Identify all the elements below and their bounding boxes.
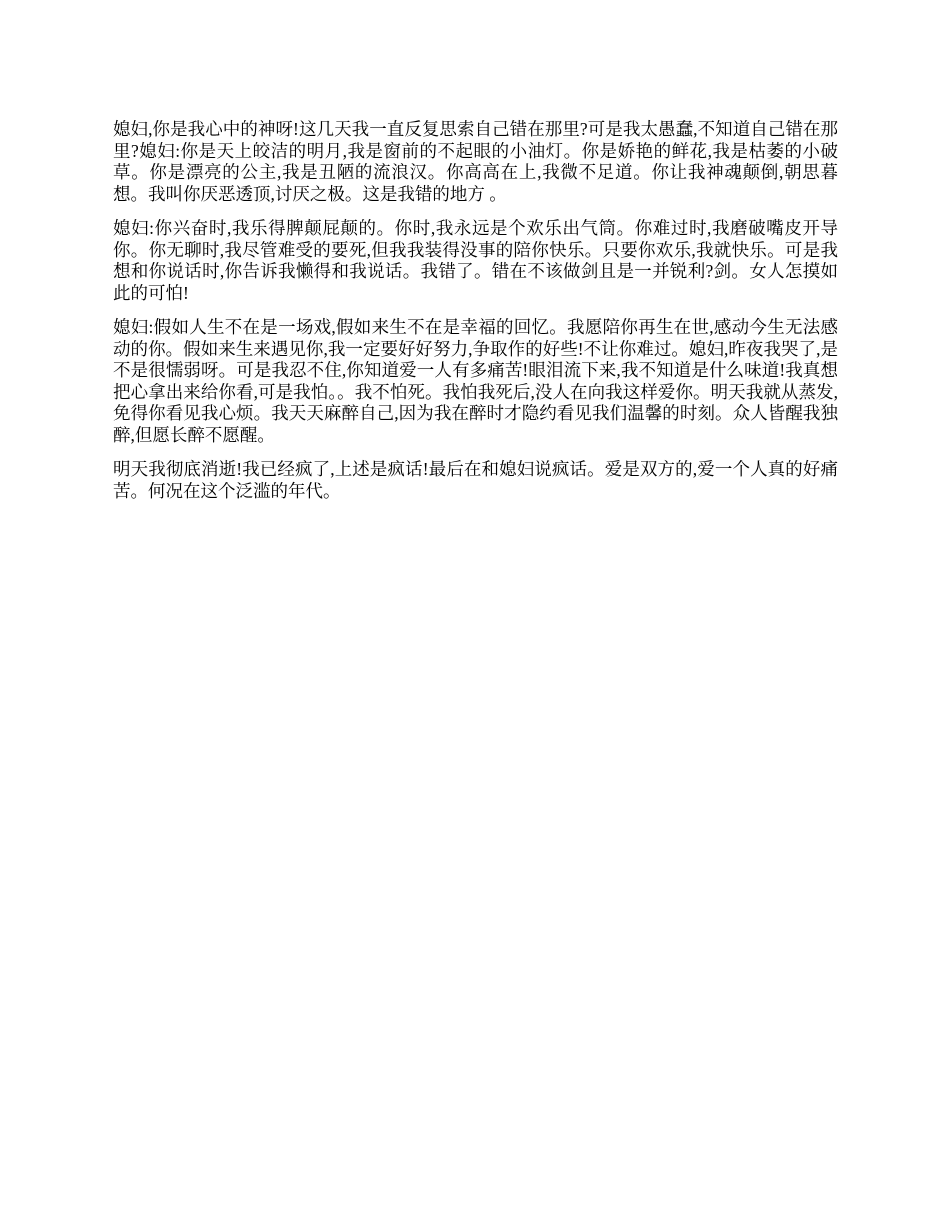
paragraph-3: 媳妇:假如人生不在是一场戏,假如来生不在是幸福的回忆。我愿陪你再生在世,感动今生无法感动的你。假如来生来遇见你,我一定要好好努力,争取作的好些!不让你难过。媳妇,昨夜我哭了,是不是很懦弱呀。可是我忍不住,你知道爱一人有多痛苦!眼泪流下来,我不知道是什么味道!我真想把心拿出来给你看,可是我怕。。我不怕死。我怕我死后,没人在向我这样爱你。明天我就从蒸发,免得你看见我心烦。我天天麻醉自己,因为我在醉时才隐约看见我们温馨的时刻。众人皆醒我独醉,但愿长醉不愿醒。 (113, 317, 838, 445)
paragraph-1: 媳妇,你是我心中的神呀!这几天我一直反复思索自己错在那里?可是我太愚蠢,不知道自己错在那里?媳妇:你是天上皎洁的明月,我是窗前的不起眼的小油灯。你是娇艳的鲜花,我是枯萎的小破草。你是漂亮的公主,我是丑陋的流浪汉。你高高在上,我微不足道。你让我神魂颠倒,朝思暮想。我叫你厌恶透顶,讨厌之极。这是我错的地方 。 (113, 119, 838, 204)
paragraph-4: 明天我彻底消逝!我已经疯了,上述是疯话!最后在和媳妇说疯话。爱是双方的,爱一个人真的好痛苦。何况在这个泛滥的年代。 (113, 459, 838, 501)
paragraph-2: 媳妇:你兴奋时,我乐得脾颠屁颠的。你时,我永远是个欢乐出气筒。你难过时,我磨破嘴皮开导你。你无聊时,我尽管难受的要死,但我我装得没事的陪你快乐。只要你欢乐,我就快乐。可是我想和你说话时,你告诉我懒得和我说话。我错了。错在不该做剑且是一并锐利?剑。女人怎摸如此的可怕! (113, 218, 838, 303)
